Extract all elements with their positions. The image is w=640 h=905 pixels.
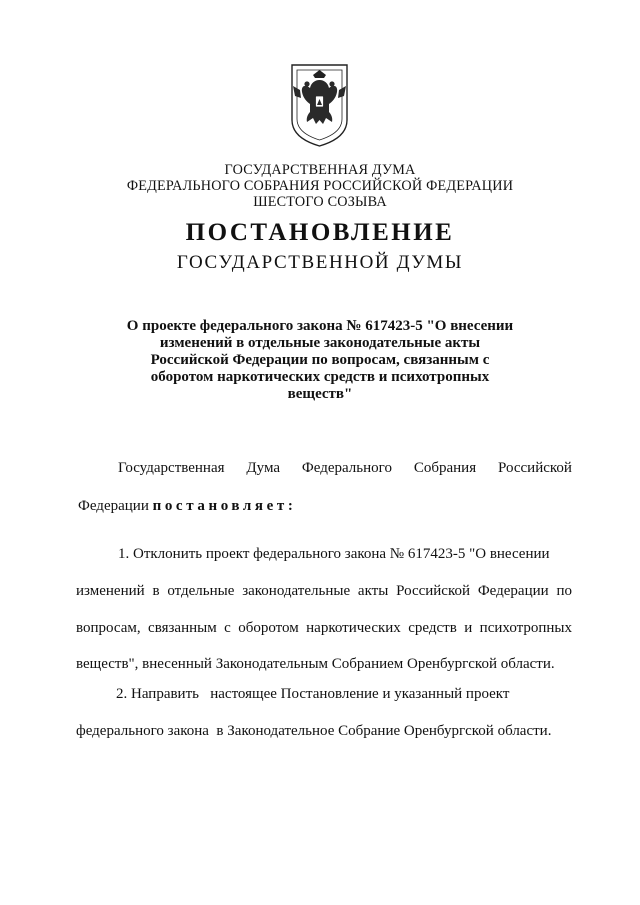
preamble-line-2 (78, 496, 574, 516)
item-1-line: 1. Отклонить проект федерального закона № 617423-5 "О внесении (118, 546, 550, 562)
preamble-word: Собрания (413, 460, 477, 476)
resolves-word: постановляет: (152, 498, 297, 514)
item-1-line: вопросам, связанным с оборотом наркотических средств и психотропных (76, 620, 572, 636)
double-headed-eagle-icon (289, 62, 350, 148)
authority-line-3: ШЕСТОГО СОЗЫВА (253, 194, 387, 210)
authority-line-1: ГОСУДАРСТВЕННАЯ ДУМА (224, 162, 416, 178)
item-2-line: 2. Направить настоящее Постановление и указанный проект (116, 686, 510, 702)
preamble-word: Российской (498, 460, 572, 476)
preamble-text: Федерации (78, 498, 149, 514)
subject-line: Российской Федерации по вопросам, связанным с (150, 352, 490, 368)
authority-line-2: ФЕДЕРАЛЬНОГО СОБРАНИЯ РОССИЙСКОЙ ФЕДЕРАЦИИ (126, 178, 514, 194)
item-1-line: веществ", внесенный Законодательным Собранием Оренбургской области. (76, 656, 555, 672)
state-emblem (289, 62, 350, 148)
item-1-line: изменений в отдельные законодательные акты Российской Федерации по (76, 583, 572, 599)
preamble-word: Федерального (301, 460, 392, 476)
subject-line: изменений в отдельные законодательные акты (159, 335, 481, 351)
item-2-line: федерального закона в Законодательное Собрание Оренбургской области. (76, 723, 552, 739)
preamble-word: Дума (246, 460, 281, 476)
preamble-line-1 (118, 458, 572, 478)
subject-line: веществ" (287, 386, 353, 402)
subject-line: О проекте федерального закона № 617423-5 "О внесении (126, 318, 514, 334)
subject-line: оборотом наркотических средств и психотропных (150, 369, 490, 385)
document-type-subtitle: ГОСУДАРСТВЕННОЙ ДУМЫ (176, 252, 464, 273)
preamble-word: Государственная (118, 460, 225, 476)
document-type-title: ПОСТАНОВЛЕНИЕ (185, 219, 455, 246)
issuing-authority (0, 162, 640, 210)
document-subject (0, 318, 640, 403)
